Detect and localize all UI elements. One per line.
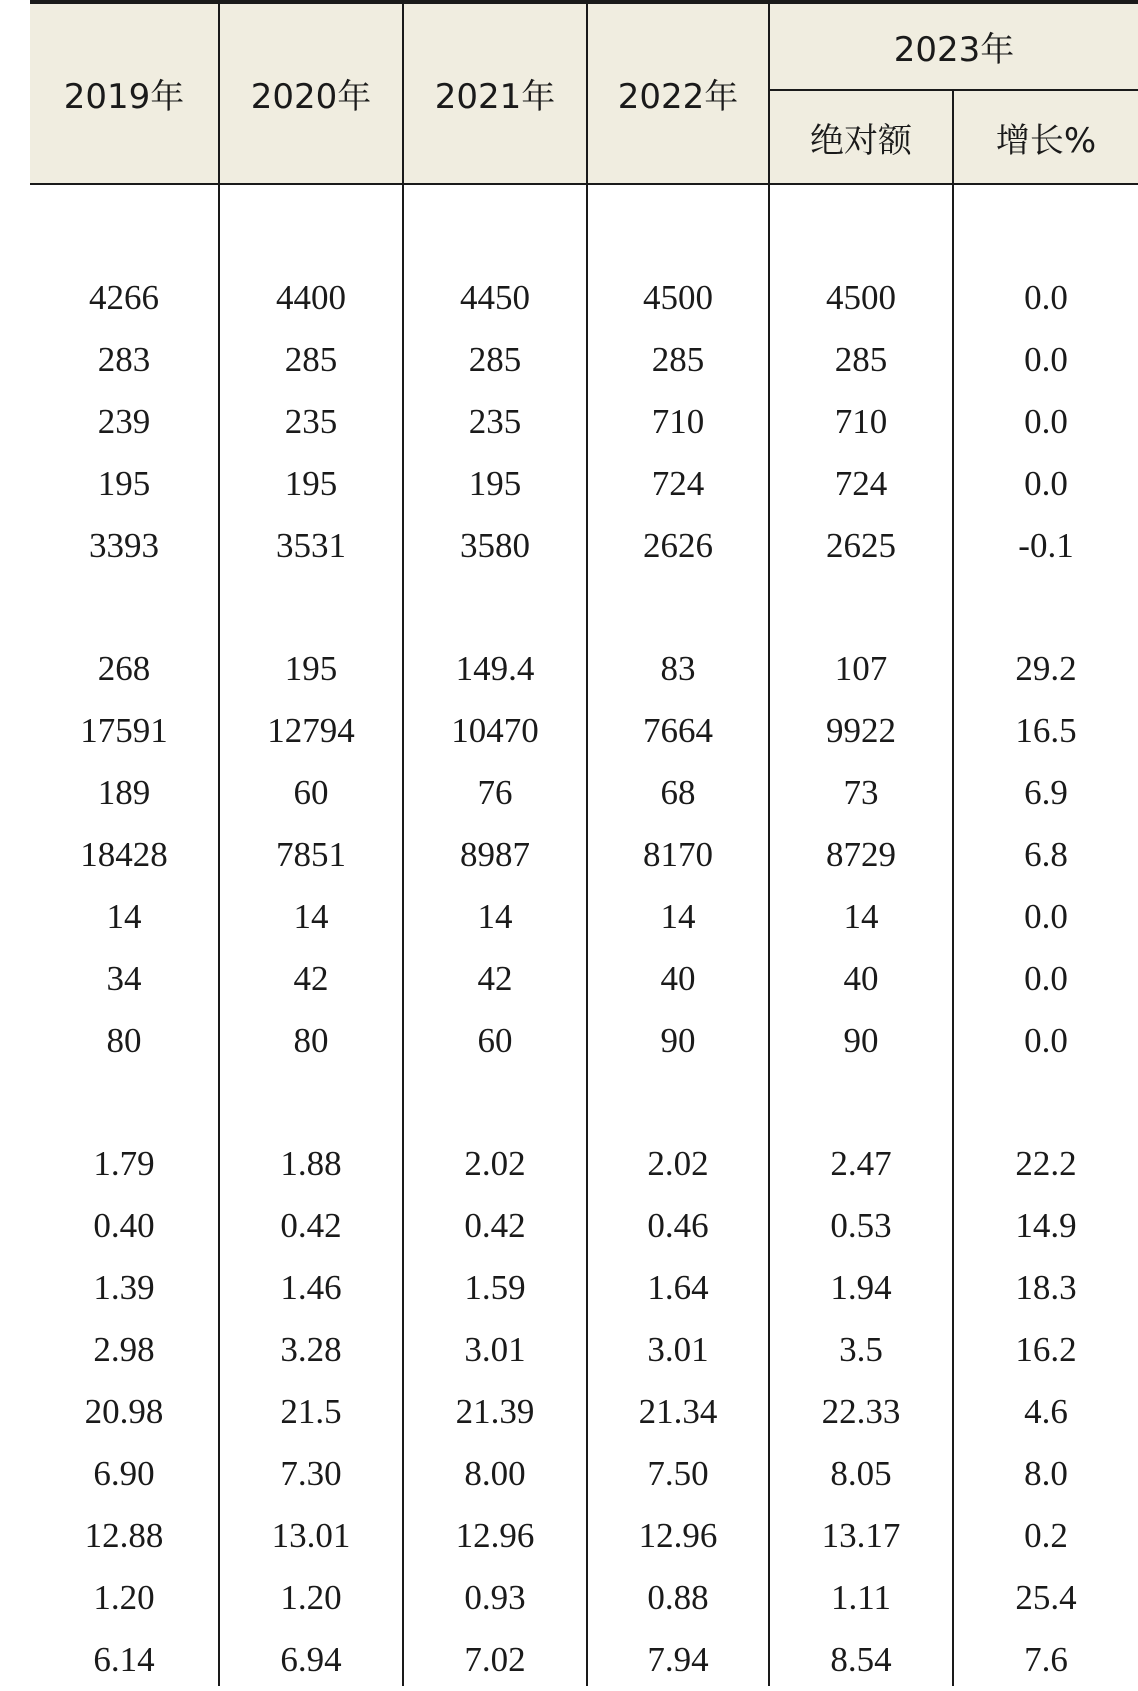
table-cell: 3531 [276, 526, 346, 565]
table-cell: 0.0 [1024, 340, 1068, 379]
table-cell: 0.88 [647, 1578, 709, 1617]
table-cell: 1.88 [280, 1144, 342, 1183]
table-cell: 12.88 [84, 1516, 164, 1555]
table-cell: 1.46 [280, 1268, 342, 1307]
data-table [30, 0, 1138, 1686]
table-cell: 60 [477, 1021, 513, 1060]
table-cell: 6.8 [1024, 835, 1068, 874]
table-cell: 235 [468, 402, 522, 441]
table-cell: 1.79 [93, 1144, 155, 1183]
table-row [30, 1195, 1138, 1257]
table-cell: 8987 [460, 835, 530, 874]
table-cell: 1.39 [93, 1268, 155, 1307]
table-cell: 12.96 [455, 1516, 535, 1555]
table-row [30, 824, 1138, 886]
table-row [30, 329, 1138, 391]
table-cell: 4400 [276, 278, 346, 317]
table-row [30, 762, 1138, 824]
table-cell: 4450 [460, 278, 530, 317]
table-cell: 4500 [643, 278, 713, 317]
header-bottom-rule [30, 183, 1138, 185]
table-cell: 3580 [460, 526, 530, 565]
table-cell: 107 [834, 649, 888, 688]
table-cell: 14 [106, 897, 142, 936]
table-cell: 0.40 [93, 1206, 155, 1245]
table-cell: 4500 [826, 278, 896, 317]
table-cell: 7851 [276, 835, 346, 874]
table-cell: 7.02 [464, 1640, 526, 1679]
table-cell: 8170 [643, 835, 713, 874]
table-cell: 22.2 [1015, 1144, 1077, 1183]
table-cell: 73 [843, 773, 879, 812]
table-cell: 285 [284, 340, 338, 379]
table-cell: 0.0 [1024, 402, 1068, 441]
table-cell: 283 [97, 340, 151, 379]
table-cell: 195 [468, 464, 522, 503]
table-cell: 195 [284, 649, 338, 688]
table-cell: 20.98 [84, 1392, 164, 1431]
table-cell: 25.4 [1015, 1578, 1077, 1617]
table-cell: 0.2 [1024, 1516, 1068, 1555]
table-cell: -0.1 [1018, 526, 1074, 565]
table-cell: 83 [660, 649, 696, 688]
table-row [30, 948, 1138, 1010]
table-row [30, 1133, 1138, 1195]
table-cell: 285 [651, 340, 705, 379]
table-cell: 18.3 [1015, 1268, 1077, 1307]
table-cell: 6.94 [280, 1640, 342, 1679]
table-cell: 724 [651, 464, 705, 503]
header-2023-absolute: 绝对额 [810, 120, 912, 161]
table-row [30, 1443, 1138, 1505]
table-cell: 3.5 [839, 1330, 883, 1369]
table-cell: 195 [97, 464, 151, 503]
table-cell: 3.28 [280, 1330, 342, 1369]
table-cell: 14 [477, 897, 513, 936]
table-cell: 1.59 [464, 1268, 526, 1307]
table-cell: 14 [293, 897, 329, 936]
table-row [30, 453, 1138, 515]
table-cell: 2626 [643, 526, 713, 565]
header-2021: 2021年 [434, 77, 556, 117]
table-cell: 9922 [826, 711, 896, 750]
table-cell: 268 [97, 649, 151, 688]
table-row [30, 391, 1138, 453]
table-cell: 285 [468, 340, 522, 379]
table-cell: 16.5 [1015, 711, 1077, 750]
table-cell: 1.11 [831, 1578, 891, 1617]
table-cell: 2.02 [647, 1144, 709, 1183]
table-row [30, 1319, 1138, 1381]
table-cell: 8729 [826, 835, 896, 874]
table-cell: 8.54 [830, 1640, 892, 1679]
table-cell: 3.01 [464, 1330, 526, 1369]
table-cell: 68 [660, 773, 696, 812]
table-row [30, 1505, 1138, 1567]
table-cell: 0.0 [1024, 1021, 1068, 1060]
table-cell: 10470 [451, 711, 539, 750]
table-cell: 13.01 [271, 1516, 351, 1555]
table-cell: 0.42 [464, 1206, 526, 1245]
table-cell: 7.30 [280, 1454, 342, 1493]
table-cell: 0.0 [1024, 464, 1068, 503]
table-cell: 18428 [80, 835, 168, 874]
table-cell: 14.9 [1015, 1206, 1077, 1245]
table-cell: 6.90 [93, 1454, 155, 1493]
table-row [30, 1381, 1138, 1443]
table-cell: 13.17 [821, 1516, 901, 1555]
table-row [30, 1010, 1138, 1072]
header-2019: 2019年 [63, 77, 185, 117]
table-cell: 0.93 [464, 1578, 526, 1617]
table-cell: 1.20 [93, 1578, 155, 1617]
table-cell: 1.20 [280, 1578, 342, 1617]
table-cell: 6.14 [93, 1640, 155, 1679]
table-cell: 42 [293, 959, 329, 998]
table-cell: 29.2 [1015, 649, 1077, 688]
table-cell: 189 [97, 773, 151, 812]
table-cell: 3.01 [647, 1330, 709, 1369]
table-cell: 0.46 [647, 1206, 709, 1245]
table-cell: 40 [843, 959, 879, 998]
table-cell: 7.50 [647, 1454, 709, 1493]
table-cell: 149.4 [455, 649, 535, 688]
table-cell: 14 [843, 897, 879, 936]
table-row [30, 700, 1138, 762]
table-cell: 6.9 [1024, 773, 1068, 812]
table-row [30, 638, 1138, 700]
table-cell: 90 [660, 1021, 696, 1060]
table-cell: 8.0 [1024, 1454, 1068, 1493]
table-cell: 12.96 [638, 1516, 718, 1555]
table-cell: 14 [660, 897, 696, 936]
table-cell: 2.02 [464, 1144, 526, 1183]
table-row [30, 515, 1138, 577]
table-cell: 710 [834, 402, 888, 441]
header-2023-growth: 增长% [995, 120, 1097, 161]
table-cell: 239 [97, 402, 151, 441]
table-cell: 8.00 [464, 1454, 526, 1493]
table-cell: 42 [477, 959, 513, 998]
table-cell: 1.94 [830, 1268, 892, 1307]
table-cell: 60 [293, 773, 329, 812]
table-row [30, 1257, 1138, 1319]
table-cell: 2.98 [93, 1330, 155, 1369]
table-cell: 2.47 [830, 1144, 892, 1183]
table-cell: 1.64 [647, 1268, 709, 1307]
table-cell: 22.33 [821, 1392, 901, 1431]
table-cell: 724 [834, 464, 888, 503]
table-cell: 40 [660, 959, 696, 998]
header-2022: 2022年 [617, 77, 739, 117]
table-cell: 285 [834, 340, 888, 379]
table-cell: 12794 [267, 711, 355, 750]
table-cell: 34 [106, 959, 142, 998]
header-2023: 2023年 [893, 30, 1015, 70]
table-cell: 0.0 [1024, 959, 1068, 998]
table-row [30, 1629, 1138, 1691]
table-cell: 2625 [826, 526, 896, 565]
table-cell: 0.0 [1024, 897, 1068, 936]
table-cell: 235 [284, 402, 338, 441]
table-cell: 16.2 [1015, 1330, 1077, 1369]
table-cell: 21.39 [455, 1392, 535, 1431]
table-row [30, 267, 1138, 329]
table-cell: 80 [106, 1021, 142, 1060]
table-cell: 90 [843, 1021, 879, 1060]
table-cell: 195 [284, 464, 338, 503]
table-cell: 0.0 [1024, 278, 1068, 317]
table-cell: 3393 [89, 526, 159, 565]
table-cell: 21.5 [280, 1392, 342, 1431]
table-cell: 21.34 [638, 1392, 718, 1431]
table-cell: 4266 [89, 278, 159, 317]
table-cell: 7.94 [647, 1640, 709, 1679]
table-cell: 76 [477, 773, 513, 812]
table-cell: 4.6 [1024, 1392, 1068, 1431]
table-cell: 0.53 [830, 1206, 892, 1245]
table-cell: 17591 [80, 711, 168, 750]
table-cell: 80 [293, 1021, 329, 1060]
header-2020: 2020年 [250, 77, 372, 117]
table-cell: 8.05 [830, 1454, 892, 1493]
table-cell: 7.6 [1024, 1640, 1068, 1679]
table-cell: 710 [651, 402, 705, 441]
table-row [30, 886, 1138, 948]
table-cell: 7664 [643, 711, 713, 750]
table-cell: 0.42 [280, 1206, 342, 1245]
table-row [30, 1567, 1138, 1629]
